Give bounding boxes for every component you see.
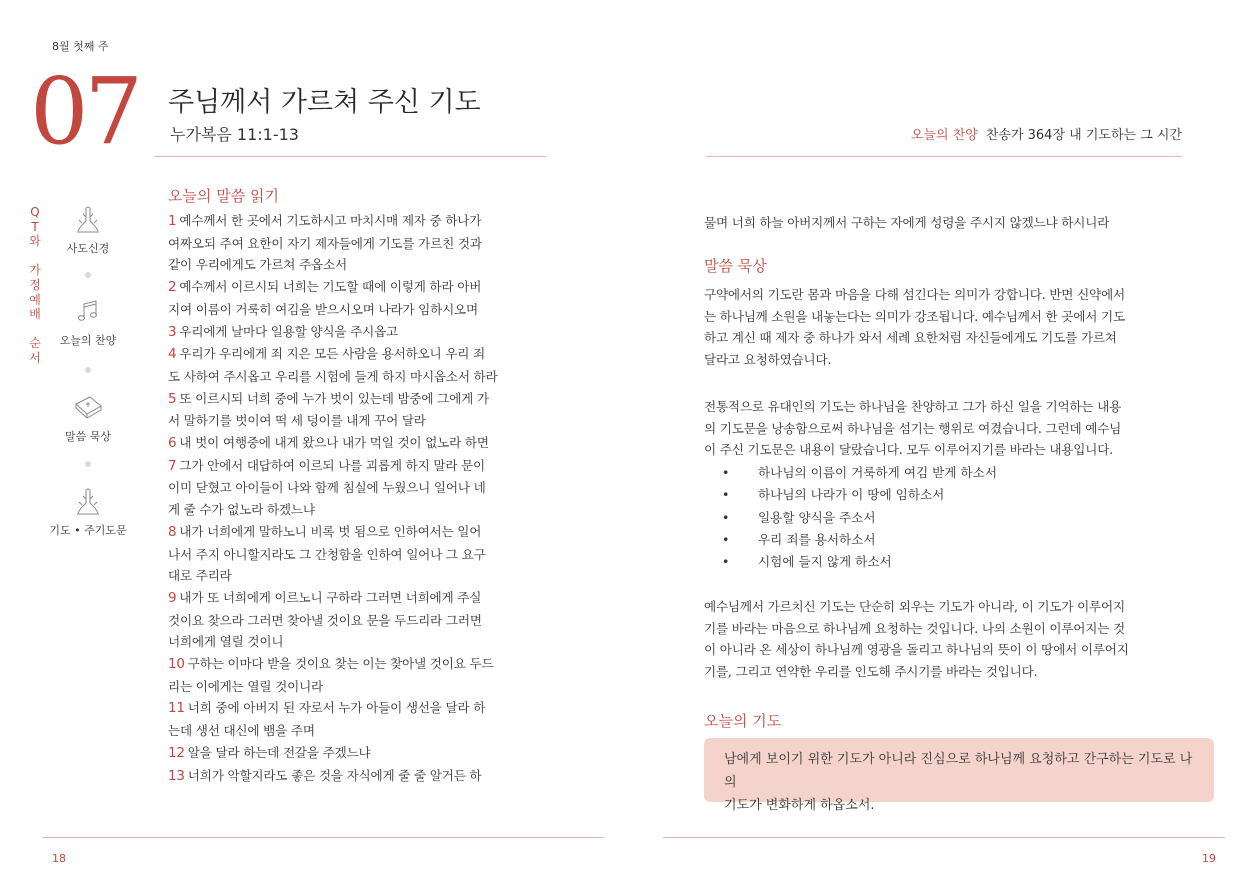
verse-number: 2 — [168, 279, 177, 296]
verse-number: 1 — [168, 213, 177, 229]
vertical-label-char: 서 — [29, 350, 41, 365]
text-line: 구약에서의 기도란 몸과 마음을 다해 섬긴다는 의미가 강합니다. 반면 신약에서 — [704, 287, 1125, 302]
verse-line: 내가 너희에게 말하노니 비록 벗 됨으로 인하여서는 일어 — [179, 523, 482, 539]
verse — [168, 742, 548, 765]
praying-hands-icon — [73, 486, 103, 516]
page-number: 19 — [1202, 852, 1216, 865]
verse-line: 알을 달라 하는데 전갈을 주겠느냐 — [187, 744, 371, 760]
prayer-points-list — [720, 462, 1190, 573]
verse-line: 우리에게 날마다 일용할 양식을 주시옵고 — [179, 323, 399, 339]
verse — [168, 276, 548, 320]
vertical-label-char: 가 — [29, 263, 41, 278]
prayer-heading: 오늘의 기도 — [704, 712, 782, 730]
separator-dot — [85, 272, 91, 278]
divider — [663, 837, 1225, 838]
text-line: 기를, 그리고 연약한 우리를 인도해 주시기를 바라는 것입니다. — [704, 664, 1038, 680]
text-line: 하고 계신 때 제자 중 하나가 와서 세례 요한처럼 자신들에게도 기도를 가르쳐 — [704, 330, 1117, 346]
page-title: 주님께서 가르쳐 주신 기도 — [168, 87, 481, 118]
text-line: 남에게 보이기 위한 기도가 아니라 진심으로 하나님께 요청하고 간구하는 기도로 나의 — [724, 752, 1193, 790]
bible-icon — [72, 392, 104, 422]
verse-line: 는데 생선 대신에 뱀을 주며 — [168, 723, 315, 739]
verse-line: 또 이르시되 너희 중에 누가 벗이 있는데 밤중에 그에게 가 — [179, 390, 489, 406]
vertical-label-char: 순 — [29, 336, 41, 351]
verse-line: 대로 주리라 — [168, 568, 232, 584]
verse-line: 내 벗이 여행중에 내게 왔으나 내가 먹일 것이 없노라 하면 — [179, 435, 489, 451]
verse-line: 예수께서 이르시되 너희는 기도할 때에 이렇게 하라 아버 — [179, 279, 482, 295]
verse-line: 너희가 악할지라도 좋은 것을 자식에게 줄 줄 알거든 하 — [187, 767, 482, 783]
verse — [168, 321, 548, 344]
continued-verse: 물며 너희 하늘 아버지께서 구하는 자에게 성령을 주시지 않겠느냐 하시니라 — [704, 215, 1110, 230]
verse-line: 지여 이름이 거룩히 여김을 받으시오며 나라가 임하시오며 — [168, 301, 478, 317]
verse — [168, 343, 548, 387]
verse — [168, 388, 548, 432]
verse — [168, 765, 548, 788]
verse-line: 너희에게 열릴 것이니 — [168, 634, 284, 650]
praying-hands-icon — [73, 204, 103, 234]
text-line: 기를 바라는 마음으로 하나님께 요청하는 것입니다. 나의 소원이 이루어지는 것 — [704, 620, 1125, 636]
verse-number: 12 — [168, 744, 185, 761]
verse-line: 우리가 우리에게 죄 지은 모든 사람을 용서하오니 우리 죄 — [179, 346, 486, 362]
sidebar-item-meditation — [48, 392, 128, 444]
verse-line: 도 사하여 주시옵고 우리를 시험에 들게 하지 마시옵소서 하라 — [168, 368, 498, 384]
text-line: 이 주신 기도문은 내용이 달랐습니다. 모두 이루어지기를 바라는 내용입니다. — [704, 442, 1113, 458]
sidebar-item-label: 말씀 묵상 — [64, 430, 111, 443]
text-line: 는 하나님께 소원을 내놓는다는 의미가 강조됩니다. 예수님께서 한 곳에서 기도 — [704, 308, 1125, 324]
verse-line: 내가 또 너희에게 이르노니 구하라 그러면 너희에게 주실 — [179, 589, 482, 605]
sidebar-item-prayer — [48, 486, 128, 538]
vertical-label-char — [28, 249, 42, 264]
separator-dot — [85, 461, 91, 467]
vertical-label-char: 정 — [29, 277, 41, 292]
vertical-section-label — [28, 205, 42, 366]
list-item: • 하나님의 이름이 거룩하게 여김 받게 하소서 — [720, 462, 1190, 484]
sidebar-item-hymn — [48, 296, 128, 348]
text-line: 전통적으로 유대인의 기도는 하나님을 찬양하고 그가 하신 일을 기억하는 내용 — [704, 399, 1122, 414]
verse-line: 리는 이에게는 열릴 것이니라 — [168, 678, 323, 694]
list-item: • 우리 죄를 용서하소서 — [720, 529, 1190, 551]
verse — [168, 587, 548, 653]
list-item: • 하나님의 나라가 이 땅에 임하소서 — [720, 484, 1190, 506]
hymn-of-the-day — [706, 124, 1182, 143]
verse-line: 나서 주지 아니할지라도 그 간청함을 인하여 일어나 그 요구 — [168, 546, 486, 562]
verse — [168, 455, 548, 521]
verse — [168, 653, 548, 697]
verse-line: 그가 안에서 대답하여 이르되 나를 괴롭게 하지 말라 문이 — [179, 457, 486, 473]
week-label: 8월 첫째 주 — [52, 40, 109, 53]
music-note-icon — [73, 296, 103, 326]
verse-line: 서 말하기를 벗이여 떡 세 덩이를 내게 꾸어 달라 — [168, 413, 426, 429]
vertical-label-char: Q — [30, 205, 40, 219]
verse — [168, 521, 548, 587]
verse-line: 게 줄 수가 없노라 하겠느냐 — [168, 502, 315, 518]
text-line: 기도가 변화하게 하옵소서. — [724, 798, 875, 813]
reading-heading: 오늘의 말씀 읽기 — [168, 187, 279, 205]
verse-line: 같이 우리에게도 가르쳐 주옵소서 — [168, 257, 347, 273]
verse-number: 11 — [168, 700, 185, 717]
list-item: • 시험에 들지 않게 하소서 — [720, 551, 1190, 573]
verse-line: 구하는 이마다 받을 것이요 찾는 이는 찾아낼 것이요 두드 — [187, 656, 494, 672]
sidebar-item-label: 오늘의 찬양 — [59, 334, 117, 347]
sidebar-item-label: 기도 • 주기도문 — [49, 524, 127, 537]
page-number: 18 — [52, 852, 66, 865]
divider — [706, 156, 1182, 157]
divider — [42, 837, 604, 838]
verse-number: 10 — [168, 656, 185, 673]
meditation-paragraph — [704, 596, 1202, 683]
verse-number: 7 — [168, 457, 177, 474]
verse-line: 것이요 찾으라 그러면 찾아낼 것이요 문을 두드리라 그러면 — [168, 612, 482, 628]
meditation-heading: 말씀 묵상 — [704, 257, 767, 275]
vertical-label-char: 예 — [29, 292, 41, 307]
vertical-label-char: 와 — [29, 234, 41, 249]
hymn-text: 찬송가 364장 내 기도하는 그 시간 — [985, 128, 1182, 143]
verse-number: 13 — [168, 767, 185, 784]
sidebar-item-label: 사도신경 — [66, 242, 110, 255]
verse-number: 3 — [168, 323, 177, 340]
verse — [168, 697, 548, 741]
text-line: 의 기도문을 낭송함으로써 하나님을 섬기는 행위로 여겼습니다. 그런데 예수님 — [704, 420, 1122, 436]
vertical-label-char: 배 — [29, 307, 41, 322]
divider — [154, 156, 546, 157]
scripture-verses — [168, 210, 548, 787]
vertical-label-char: T — [31, 219, 39, 234]
text-line: 이 아니라 온 세상이 하나님께 영광을 돌리고 하나님의 뜻이 이 땅에서 이루어지 — [704, 642, 1129, 658]
verse-number: 5 — [168, 390, 177, 407]
list-item: • 일용할 양식을 주소서 — [720, 507, 1190, 529]
verse-line: 여짜오되 주여 요한이 자기 제자들에게 기도를 가르친 것과 — [168, 235, 482, 251]
verse-number: 6 — [168, 435, 177, 452]
verse — [168, 432, 548, 455]
meditation-paragraph — [704, 396, 1202, 461]
day-number: 07 — [30, 58, 140, 165]
prayer-box — [704, 738, 1214, 813]
scripture-reference: 누가복음 11:1-13 — [170, 125, 299, 144]
separator-dot — [85, 367, 91, 373]
verse-number: 4 — [168, 346, 177, 363]
verse-number: 8 — [168, 523, 177, 540]
vertical-label-char — [28, 322, 42, 337]
meditation-paragraph — [704, 284, 1202, 371]
verse-line: 예수께서 한 곳에서 기도하시고 마치시매 제자 중 하나가 — [179, 213, 482, 228]
hymn-label: 오늘의 찬양 — [910, 128, 978, 143]
text-line: 예수님께서 가르치신 기도는 단순히 외우는 기도가 아니라, 이 기도가 이루어지 — [704, 599, 1125, 614]
verse-number: 9 — [168, 589, 177, 606]
sidebar-item-creed — [48, 204, 128, 256]
verse — [168, 210, 548, 276]
verse-line: 너희 중에 아버지 된 자로서 누가 아들이 생선을 달라 하 — [187, 700, 486, 716]
text-line: 달라고 요청하였습니다. — [704, 352, 832, 368]
verse-line: 이미 닫혔고 아이들이 나와 함께 침실에 누웠으니 일어나 네 — [168, 480, 486, 496]
